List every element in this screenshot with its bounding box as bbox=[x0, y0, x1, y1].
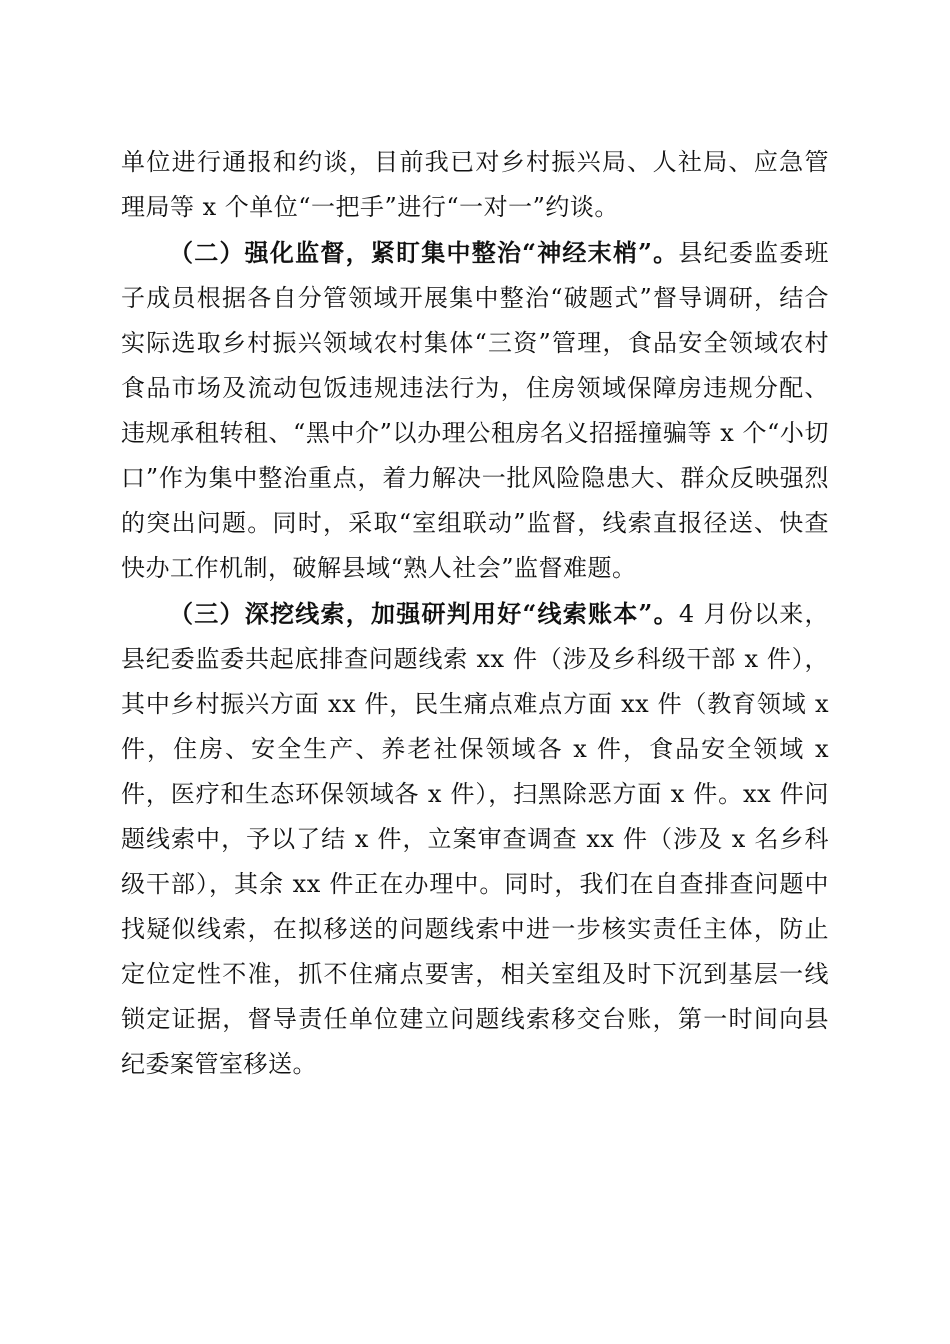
paragraph-section-3 bbox=[121, 591, 829, 1087]
section-3-heading: （三）深挖线索，加强研判用好“线索账本”。 bbox=[169, 599, 679, 628]
section-2-heading: （二）强化监督，紧盯集中整治“神经末梢”。 bbox=[169, 238, 679, 267]
section-3-body: 4 月份以来，县纪委监委共起底排查问题线索 xx 件（涉及乡科级干部 x 件），其中乡村振兴方面 xx 件，民生痛点难点方面 xx 件（教育领域 x 件，住房、安全生产、养老社保领域各 x 件，食品安全领域 x 件，医疗和生态环保领域各 x 件），扫黑除恶方面 x 件。xx 件问题线索中，予以了结 x 件，立案审查调查 xx 件（涉及 x 名乡科级干部），其余 xx 件正在办理中。同时，我们在自查排查问题中找疑似线索，在拟移送的问题线索中进一步核实责任主体，防止定位定性不准，抓不住痛点要害，相关室组及时下沉到基层一线锁定证据，督导责任单位建立问题线索移交台账，第一时间向县纪委案管室移送。 bbox=[121, 600, 830, 1078]
paragraph-1-body: 单位进行通报和约谈，目前我已对乡村振兴局、人社局、应急管理局等 x 个单位“一把手”进行“一对一”约谈。 bbox=[121, 148, 829, 221]
section-2-body: 县纪委监委班子成员根据各自分管领域开展集中整治“破题式”督导调研，结合实际选取乡村振兴领域农村集体“三资”管理，食品安全领域农村食品市场及流动包饭违规违法行为，住房领域保障房违规分配、违规承租转租、“黑中介”以办理公租房名义招摇撞骗等 x 个“小切口”作为集中整治重点，着力解决一批风险隐患大、群众反映强烈的突出问题。同时，采取“室组联动”监督，线索直报径送、快查快办工作机制，破解县域“熟人社会”监督难题。 bbox=[121, 239, 830, 582]
document-body bbox=[121, 140, 829, 1087]
paragraph-section-2 bbox=[121, 230, 829, 591]
paragraph-continuation bbox=[121, 140, 829, 230]
